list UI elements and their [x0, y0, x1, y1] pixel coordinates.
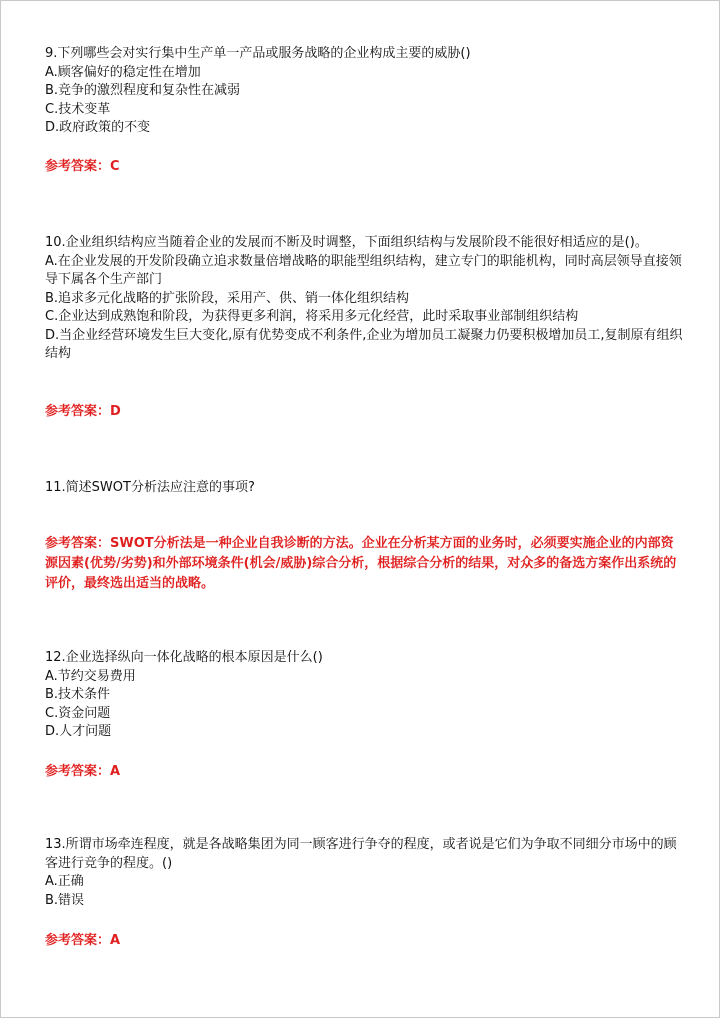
answer-text: 参考答案：D	[45, 404, 121, 419]
question-stem: 9.下列哪些会对实行集中生产单一产品或服务战略的企业构成主要的威胁()	[45, 46, 471, 61]
question-11	[45, 479, 685, 498]
answer-text: 参考答案：A	[45, 764, 121, 779]
question-stem: 12.企业选择纵向一体化战略的根本原因是什么()	[45, 650, 323, 665]
answer-9	[45, 157, 685, 177]
question-12	[45, 649, 685, 742]
option-d: D.政府政策的不变	[45, 120, 151, 135]
option-b: B.错误	[45, 892, 85, 908]
option-a: A.正确	[45, 874, 84, 889]
option-a: A.节约交易费用	[45, 668, 136, 684]
option-a: A.在企业发展的开发阶段确立追求数量倍增战略的职能型组织结构，建立专门的职能机构，同时高层领导直接领导下属各个生产部门	[45, 253, 682, 287]
option-d: D.人才问题	[45, 724, 112, 739]
option-c: C.技术变革	[45, 101, 111, 117]
option-b: B.技术条件	[45, 687, 111, 702]
question-stem: 13.所谓市场牵连程度，就是各战略集团为同一顾客进行争夺的程度，或者说是它们为争取不同细分市场中的顾客进行竞争的程度。()	[45, 837, 677, 871]
option-c: C.资金问题	[45, 705, 111, 721]
option-d: D.当企业经营环境发生巨大变化,原有优势变成不利条件,企业为增加员工凝聚力仍要积极增加员工,复制原有组织结构	[45, 327, 683, 361]
answer-text: 参考答案：SWOT分析法是一种企业自我诊断的方法。企业在分析某方面的业务时，必须要实施企业的内部资源因素(优势/劣势)和外部环境条件(机会/威胁)综合分析，根据综合分析的结果，对众多的备选方案作出系统的评价，最终选出适当的战略。	[45, 536, 677, 591]
answer-12	[45, 762, 685, 782]
question-9	[45, 45, 685, 138]
option-a: A.顾客偏好的稳定性在增加	[45, 64, 201, 80]
answer-11	[45, 534, 685, 594]
answer-10	[45, 402, 685, 422]
question-stem: 10.企业组织结构应当随着企业的发展而不断及时调整，下面组织结构与发展阶段不能很好相适应的是()。	[45, 235, 648, 250]
option-b: B.追求多元化战略的扩张阶段，采用产、供、销一体化组织结构	[45, 290, 410, 306]
question-10	[45, 234, 685, 364]
option-c: C.企业达到成熟饱和阶段，为获得更多利润，将采用多元化经营，此时采取事业部制组织结构	[45, 309, 579, 324]
answer-text: 参考答案：C	[45, 159, 120, 174]
question-13	[45, 836, 685, 910]
answer-text: 参考答案：A	[45, 933, 121, 948]
option-b: B.竞争的激烈程度和复杂性在减弱	[45, 83, 241, 98]
answer-13	[45, 931, 685, 951]
question-stem: 11.简述SWOT分析法应注意的事项?	[45, 480, 255, 495]
